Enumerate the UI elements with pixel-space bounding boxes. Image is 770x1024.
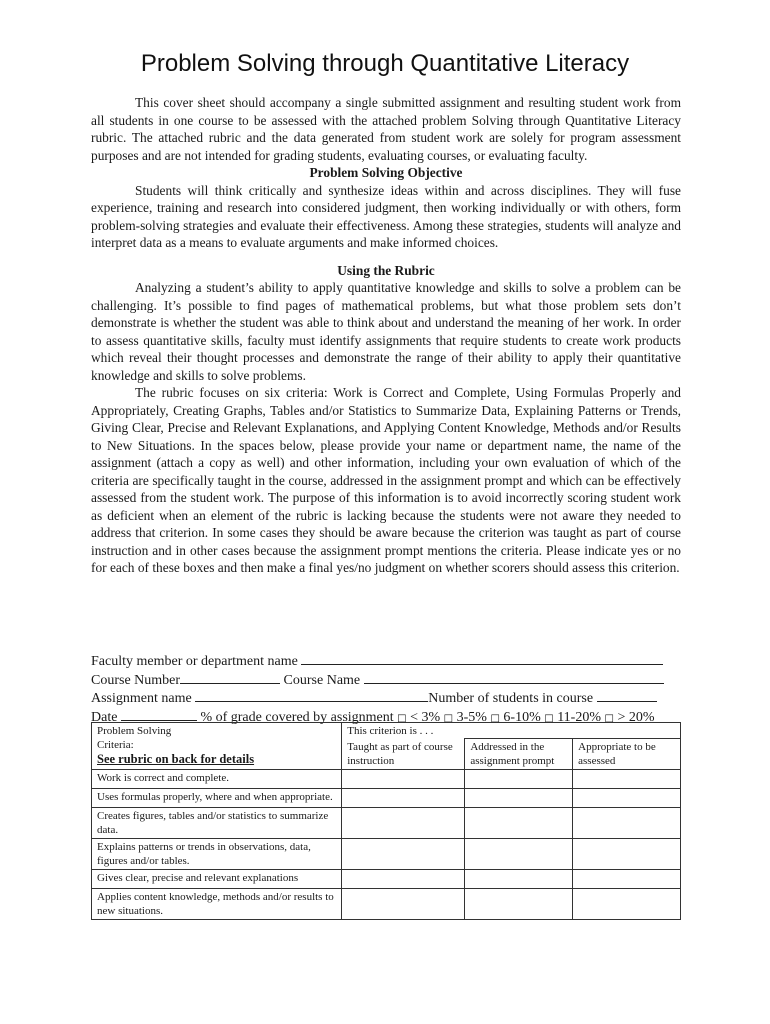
course-name-field[interactable] xyxy=(364,671,664,684)
criterion-label: Explains patterns or trends in observations, data, figures and/or tables. xyxy=(92,839,342,870)
taught-cell[interactable] xyxy=(342,889,465,920)
intro-paragraph: This cover sheet should accompany a single submitted assignment and resulting student work from all students in one course to be assessed with the attached problem Solving through Quantitative Literacy rubric. The attached rubric and the data generated from student work are solely for program assessment purposes and are not intended for grading students, evaluating courses, or evaluating faculty. xyxy=(91,95,681,163)
table-row xyxy=(92,808,681,839)
criteria-header-line1: Problem Solving xyxy=(97,725,172,737)
checkbox-option-4[interactable]: □ xyxy=(544,712,554,724)
course-number-field[interactable] xyxy=(180,671,280,684)
taught-cell[interactable] xyxy=(342,870,465,889)
percent-label: % of grade covered by assignment xyxy=(200,709,394,725)
objective-paragraph: Students will think critically and synthesize ideas within and across disciplines. They will fuse experience, training and research into considered judgment, then working individually or with others, form problem-solving strategies and evaluate their effectiveness. Among these strategies, students will analyze and interpret data as a means to evaluate arguments and make informed choices. xyxy=(91,182,681,250)
assignment-label: Assignment name xyxy=(91,691,192,706)
option-label-1: < 3% xyxy=(410,709,441,725)
checkbox-option-1[interactable]: □ xyxy=(397,712,407,724)
table-row xyxy=(92,870,681,889)
faculty-label: Faculty member or department name xyxy=(91,654,298,669)
checkbox-option-3[interactable]: □ xyxy=(490,712,500,724)
addressed-cell[interactable] xyxy=(465,839,573,870)
col-header-appropriate: Appropriate to be assessed xyxy=(573,739,681,770)
table-row xyxy=(92,839,681,870)
date-field[interactable] xyxy=(121,708,197,721)
option-label-2: 3-5% xyxy=(456,709,487,725)
taught-cell[interactable] xyxy=(342,808,465,839)
table-row xyxy=(92,889,681,920)
students-label: Number of students in course xyxy=(428,691,594,706)
students-field[interactable] xyxy=(597,689,657,702)
criteria-header-cell xyxy=(92,723,342,770)
criterion-label: Uses formulas properly, where and when appropriate. xyxy=(92,789,342,808)
col-header-addressed: Addressed in the assignment prompt xyxy=(465,739,573,770)
criteria-table xyxy=(91,722,681,920)
addressed-cell[interactable] xyxy=(465,870,573,889)
checkbox-option-5[interactable]: □ xyxy=(604,712,614,724)
option-label-3: 6-10% xyxy=(503,709,541,725)
table-row xyxy=(92,770,681,789)
course-line xyxy=(91,671,681,690)
course-name-label: Course Name xyxy=(283,672,361,688)
info-form xyxy=(91,652,681,727)
page-title: Problem Solving through Quantitative Literacy xyxy=(140,50,630,77)
rubric-paragraph-2: The rubric focuses on six criteria: Work is Correct and Complete, Using Formulas Properly and Appropriately, Creating Graphs, Tables and/or Statistics to Summarize Data, Explaining Patterns or Trends, Giving Clear, Precise and Relevant Explanations, and Applying Content Knowledge, Methods and/or Results to New Situations. In the spaces below, please provide your name or department name, the name of the assignment (attach a copy as well) and other information, including your own evaluation of which of the criteria are specifically taught in the course, addressed in the assignment prompt and which can be effectively assessed from the student work. The purpose of this information is to avoid incorrectly scoring student work as deficient when an element of the rubric is lacking because the students were not aware they needed to address that criterion. In some cases they should be aware because the criterion was taught as part of course instruction and in other cases because the assignment prompt mentions the criteria. Please indicate yes or no for each of these boxes and then make a final yes/no judgment on whether scorers should assess this criterion. xyxy=(91,385,681,575)
see-rubric-note: See rubric on back for details xyxy=(97,752,255,766)
course-number-label: Course Number xyxy=(91,672,181,688)
criterion-label: Creates figures, tables and/or statistics to summarize data. xyxy=(92,808,342,839)
document-body xyxy=(91,94,681,577)
rubric-paragraph-1: Analyzing a student’s ability to apply quantitative knowledge and skills to solve a problem can be challenging. It’s possible to find pages of mathematical problems, but what those problem sets don’t demonstrate is whether the student was able to think about and understand the meaning of her work. In order to assess quantitative skills, faculty must identify assignments that require students to create work products which reveal their thought processes and demonstrate the range of their ability to apply their quantitative knowledge and skills to solve problems. xyxy=(91,280,681,383)
criterion-label: Gives clear, precise and relevant explanations xyxy=(92,870,342,889)
faculty-line xyxy=(91,652,681,671)
criterion-label: Work is correct and complete. xyxy=(92,770,342,789)
objective-heading: Problem Solving Objective xyxy=(309,165,463,180)
criteria-header-line2: Criteria: xyxy=(97,739,134,751)
addressed-cell[interactable] xyxy=(465,789,573,808)
date-label: Date xyxy=(91,709,118,725)
taught-cell[interactable] xyxy=(342,839,465,870)
addressed-cell[interactable] xyxy=(465,770,573,789)
option-label-4: 11-20% xyxy=(557,709,601,725)
addressed-cell[interactable] xyxy=(465,889,573,920)
criterion-label: Applies content knowledge, methods and/or results to new situations. xyxy=(92,889,342,920)
appropriate-cell[interactable] xyxy=(573,789,681,808)
table-row xyxy=(92,789,681,808)
appropriate-cell[interactable] xyxy=(573,808,681,839)
appropriate-cell[interactable] xyxy=(573,839,681,870)
taught-cell[interactable] xyxy=(342,770,465,789)
checkbox-option-2[interactable]: □ xyxy=(443,712,454,724)
assignment-line xyxy=(91,689,681,708)
appropriate-cell[interactable] xyxy=(573,770,681,789)
col-header-taught: Taught as part of course instruction xyxy=(342,739,465,770)
faculty-field[interactable] xyxy=(301,652,663,665)
taught-cell[interactable] xyxy=(342,789,465,808)
this-criterion-header: This criterion is . . . xyxy=(342,723,681,739)
option-label-5: > 20% xyxy=(617,709,655,725)
appropriate-cell[interactable] xyxy=(573,889,681,920)
table-header-row xyxy=(92,723,681,739)
appropriate-cell[interactable] xyxy=(573,870,681,889)
assignment-field[interactable] xyxy=(195,689,428,702)
addressed-cell[interactable] xyxy=(465,808,573,839)
rubric-heading: Using the Rubric xyxy=(337,262,435,278)
